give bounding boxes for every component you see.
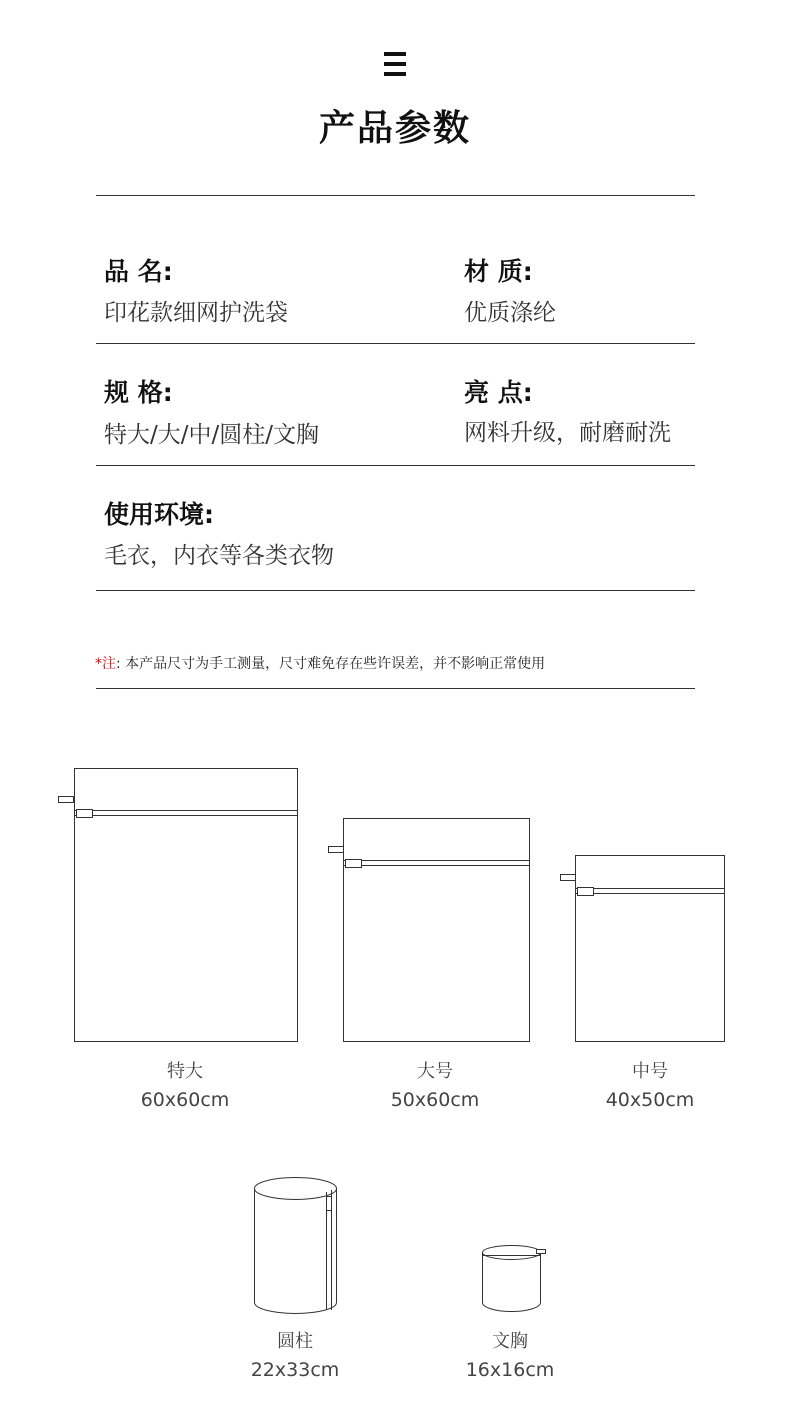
size-name: 中号 (632, 1061, 668, 1082)
highlight-label: 亮 点: (464, 378, 533, 407)
divider (96, 590, 695, 591)
page-title: 产品参数 (318, 108, 471, 149)
medium-bag-illustration (561, 856, 725, 1042)
material-label: 材 质: (464, 257, 533, 286)
cylinder-bag-illustration (255, 1178, 337, 1314)
divider (96, 343, 695, 344)
spec-label: 规 格: (104, 378, 173, 407)
size-name: 特大 (167, 1061, 203, 1082)
divider (96, 688, 695, 689)
size-caption-medium (580, 1057, 720, 1111)
menu-icon[interactable] (384, 52, 406, 76)
size-dims: 16x16cm (465, 1359, 555, 1381)
usage-label: 使用环境: (104, 500, 214, 529)
xl-bag-illustration (59, 769, 298, 1042)
highlight-value: 网料升级，耐磨耐洗 (464, 420, 671, 446)
size-name: 大号 (417, 1061, 453, 1082)
size-dims: 60x60cm (140, 1089, 230, 1111)
name-value: 印花款细网护洗袋 (104, 300, 288, 326)
size-dims: 22x33cm (250, 1359, 340, 1381)
size-caption-cylinder (225, 1327, 365, 1381)
bra-bag-illustration (483, 1246, 546, 1312)
divider (96, 465, 695, 466)
size-name: 圆柱 (277, 1331, 313, 1352)
divider (96, 195, 695, 196)
note-text: : 本产品尺寸为手工测量，尺寸难免存在些许误差，并不影响正常使用 (116, 656, 546, 672)
spec-value: 特大/大/中/圆柱/文胸 (104, 422, 319, 448)
size-dims: 40x50cm (605, 1089, 695, 1111)
name-label: 品 名: (104, 257, 173, 286)
size-name: 文胸 (492, 1331, 528, 1352)
size-dims: 50x60cm (390, 1089, 480, 1111)
large-bag-illustration (329, 819, 530, 1042)
size-caption-bra (440, 1327, 580, 1381)
material-value: 优质涤纶 (464, 300, 556, 326)
usage-value: 毛衣，内衣等各类衣物 (104, 543, 334, 569)
size-caption-xl (115, 1057, 255, 1111)
size-caption-large (365, 1057, 505, 1111)
measurement-note (95, 653, 545, 673)
note-prefix: *注 (95, 656, 116, 672)
